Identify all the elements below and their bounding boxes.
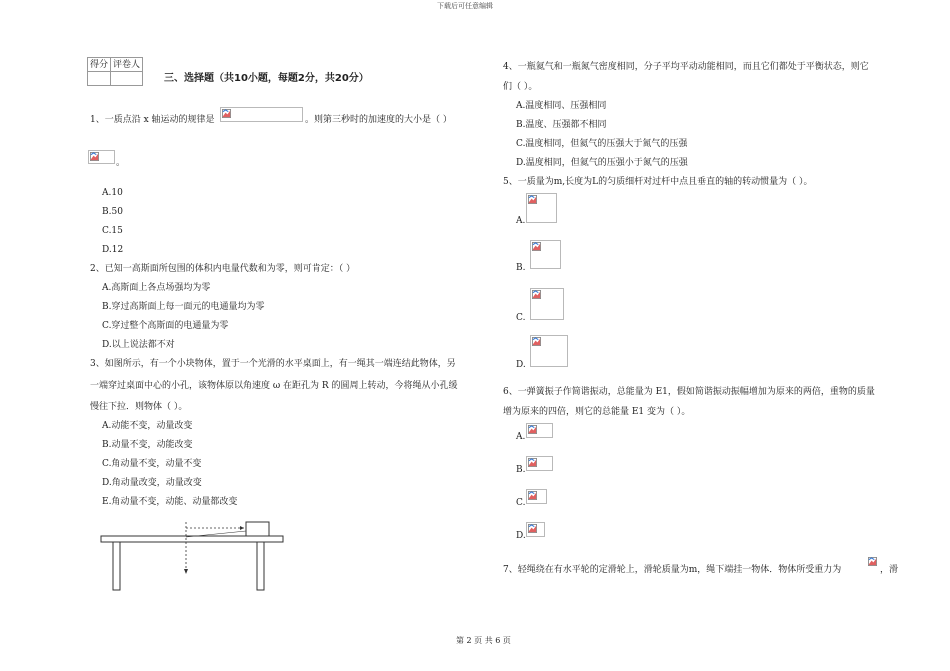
q1-answer-image [88, 150, 115, 164]
q3-option-c: C.角动量不变，动量不变 [102, 459, 202, 469]
q1-option-c: C.15 [102, 226, 123, 236]
q6-option-d: D. [516, 531, 526, 541]
q3-line1: 3、如图所示，有一个小块物体，置于一个光滑的水平桌面上，有一绳其一端连结此物体，另 [90, 359, 456, 369]
q6-option-d-image [526, 522, 545, 537]
q1-text-b: 。则第三秒时的加速度的大小是（ ） [305, 115, 452, 125]
broken-image-icon [528, 524, 537, 533]
q1-after-image: 。 [116, 158, 126, 168]
broken-image-icon [532, 337, 541, 346]
q4-line1: 4、一瓶氦气和一瓶氮气密度相同，分子平均平动动能相同，而且它们都处于平衡状态，则它 [503, 62, 869, 72]
broken-image-icon [528, 491, 537, 500]
q6-option-c-image [526, 489, 547, 504]
q6-line1: 6、一弹簧振子作简谐振动，总能量为 E1，假如简谐振动振幅增加为原来的两倍，重物的质量 [503, 387, 875, 397]
grader-value-cell[interactable] [111, 72, 143, 86]
header-note: 下载后可任意编辑 [437, 2, 493, 10]
q6-option-b-image [526, 456, 553, 471]
broken-image-icon [868, 557, 877, 566]
q7-weight-image [867, 556, 879, 570]
q6-option-b: B. [516, 465, 526, 475]
q5-option-a-image [526, 193, 557, 223]
q2-option-b: B.穿过高斯面上每一面元的电通量均为零 [102, 302, 265, 312]
table-leg-left [113, 542, 120, 590]
q6-option-a: A. [516, 432, 526, 442]
q3-option-a: A.动能不变，动量改变 [102, 421, 193, 431]
q3-table-diagram [98, 518, 288, 594]
q3-line3: 慢往下拉．则物体（ ）。 [90, 402, 188, 412]
q5-option-c-image [530, 288, 564, 320]
score-cell: 得分 [88, 58, 111, 72]
radius-arrow [240, 526, 244, 530]
q5-option-d: D. [516, 360, 526, 370]
broken-image-icon [528, 458, 537, 467]
q1-formula-image [220, 107, 303, 122]
broken-image-icon [528, 425, 537, 434]
block [246, 522, 269, 536]
q6-option-a-image [526, 423, 553, 438]
q6-line2: 增为原来的四倍，则它的总能量 E1 变为（ ）。 [503, 407, 691, 417]
q1-text-a: 1、一质点沿 x 轴运动的规律是 [90, 115, 215, 125]
q7-text-a: 7、轻绳绕在有水平轮的定滑轮上，滑轮质量为m，绳下端挂一物体．物体所受重力为 [503, 565, 842, 575]
broken-image-icon [532, 242, 541, 251]
q1-option-d: D.12 [102, 245, 124, 255]
broken-image-icon [532, 290, 541, 299]
q1-option-b: B.50 [102, 207, 123, 217]
q5-option-d-image [530, 335, 568, 367]
broken-image-icon [90, 152, 99, 161]
q5-text: 5、一质量为m,长度为L的匀质细杆对过杆中点且垂直的轴的转动惯量为（ ）。 [503, 177, 813, 187]
q2-text: 2、已知一高斯面所包围的体积内电量代数和为零，则可肯定：（ ） [90, 264, 356, 274]
q2-option-c: C.穿过整个高斯面的电通量为零 [102, 321, 229, 331]
q2-option-a: A.高斯面上各点场强均为零 [102, 283, 211, 293]
grader-cell: 评卷人 [111, 58, 143, 72]
broken-image-icon [528, 195, 537, 204]
q3-option-e: E.角动量不变，动能、动量都改变 [102, 497, 238, 507]
q4-option-b: B.温度、压强都不相同 [516, 120, 607, 130]
q4-option-c: C.温度相同，但氦气的压强大于氮气的压强 [516, 139, 688, 149]
q4-option-a: A.温度相同、压强相同 [516, 101, 607, 111]
q3-line2: 一端穿过桌面中心的小孔，该物体原以角速度 ω 在距孔为 R 的圆周上转动，今将绳从小孔缓 [90, 381, 458, 391]
q5-option-a: A. [516, 216, 526, 226]
section-title: 三、选择题（共10小题，每题2分，共20分） [164, 73, 369, 84]
broken-image-icon [222, 109, 231, 118]
tabletop [101, 536, 283, 542]
q4-option-d: D.温度相同，但氦气的压强小于氮气的压强 [516, 158, 688, 168]
q5-option-c: C. [516, 313, 526, 323]
table-leg-right [257, 542, 264, 590]
q1-option-a: A.10 [102, 188, 123, 198]
q2-option-d: D.以上说法都不对 [102, 340, 175, 350]
q6-option-c: C. [516, 498, 526, 508]
score-table [87, 57, 143, 86]
q3-option-d: D.角动量改变，动量改变 [102, 478, 202, 488]
q3-option-b: B.动量不变，动能改变 [102, 440, 193, 450]
page-number: 第 2 页 共 6 页 [456, 636, 511, 645]
q5-option-b-image [530, 240, 561, 269]
string-arrow [184, 569, 188, 574]
q5-option-b: B. [516, 263, 526, 273]
q4-line2: 们（ ）。 [503, 82, 538, 92]
q7-text-b: ，滑 [880, 565, 899, 575]
score-value-cell[interactable] [88, 72, 111, 86]
